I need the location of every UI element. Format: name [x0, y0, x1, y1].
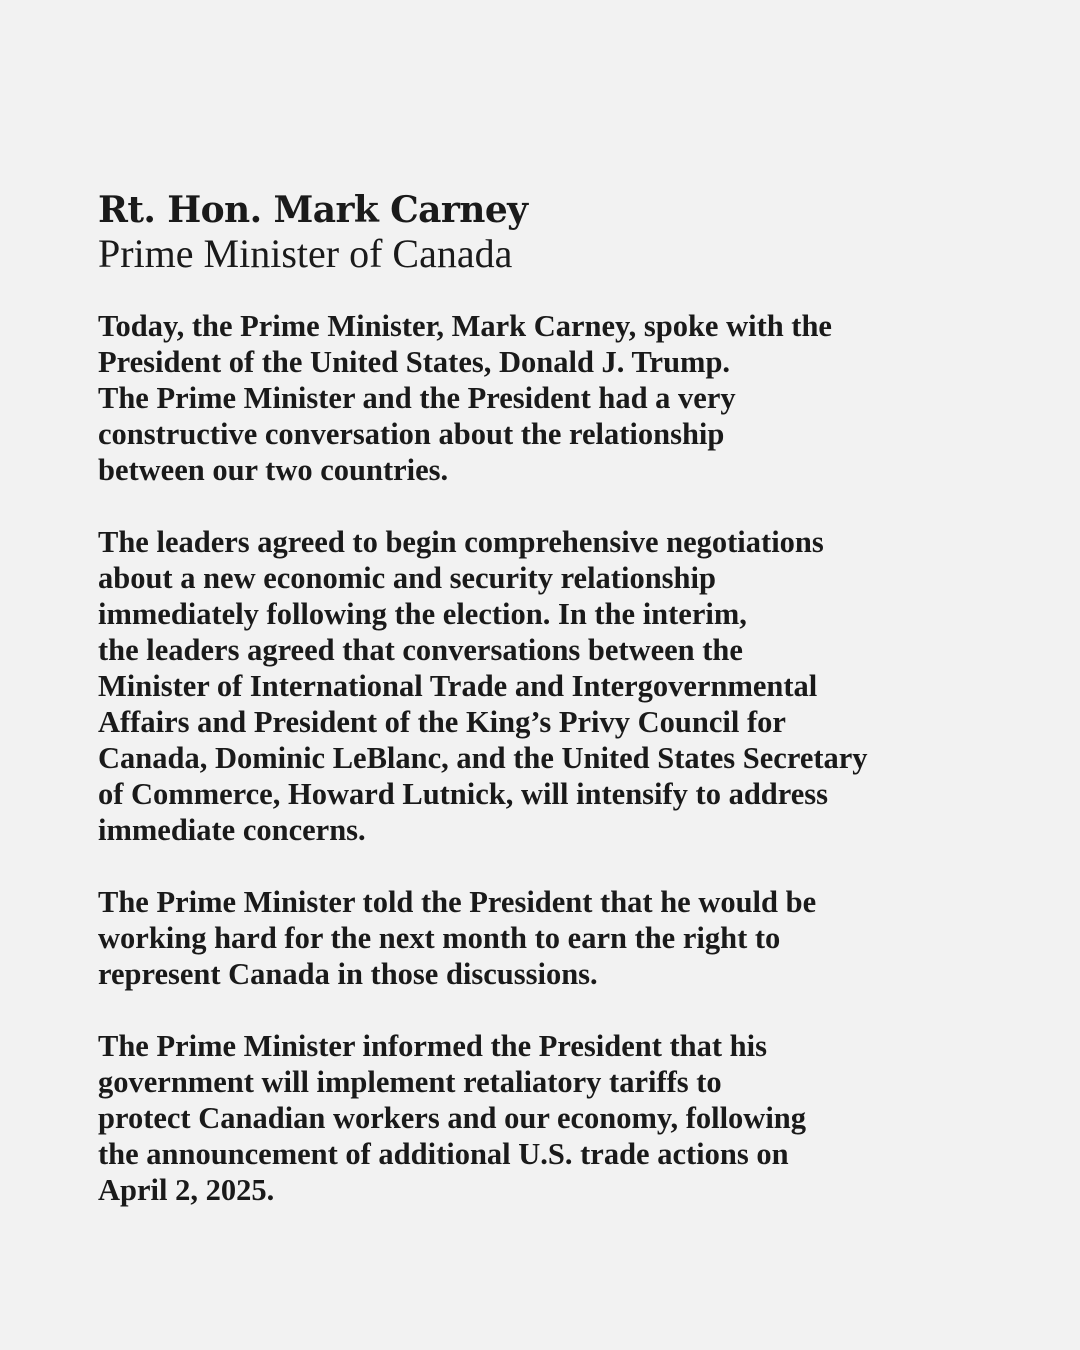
paragraph-call-summary: Today, the Prime Minister, Mark Carney, spoke with the President of the United States, Donald J. Trump. The Prime Minister and the President had a very constructive conversation about the relationship between our two countries.: [98, 309, 832, 487]
paragraph-representation: The Prime Minister told the President that he would be working hard for the next month to earn the right to represent Canada in those discussions.: [98, 885, 817, 991]
speaker-title: Prime Minister of Canada: [98, 231, 513, 276]
speaker-name: Rt. Hon. Mark Carney: [98, 189, 528, 231]
statement-header: [98, 188, 930, 276]
paragraph-tariffs: The Prime Minister informed the President that his government will implement retaliatory tariffs to protect Canadian workers and our economy, following the announcement of additional U.S. trade actions on April 2, 2025.: [98, 1029, 807, 1207]
statement-body: [98, 308, 938, 1244]
paragraph-negotiations: The leaders agreed to begin comprehensive negotiations about a new economic and security relationship immediately following the election. In the interim, the leaders agreed that conversations between the Minister of International Trade and Intergovernmental Affairs and President of the King’s Privy Council for Canada, Dominic LeBlanc, and the United States Secretary of Commerce, Howard Lutnick, will intensify to address immediate concerns.: [98, 525, 868, 847]
